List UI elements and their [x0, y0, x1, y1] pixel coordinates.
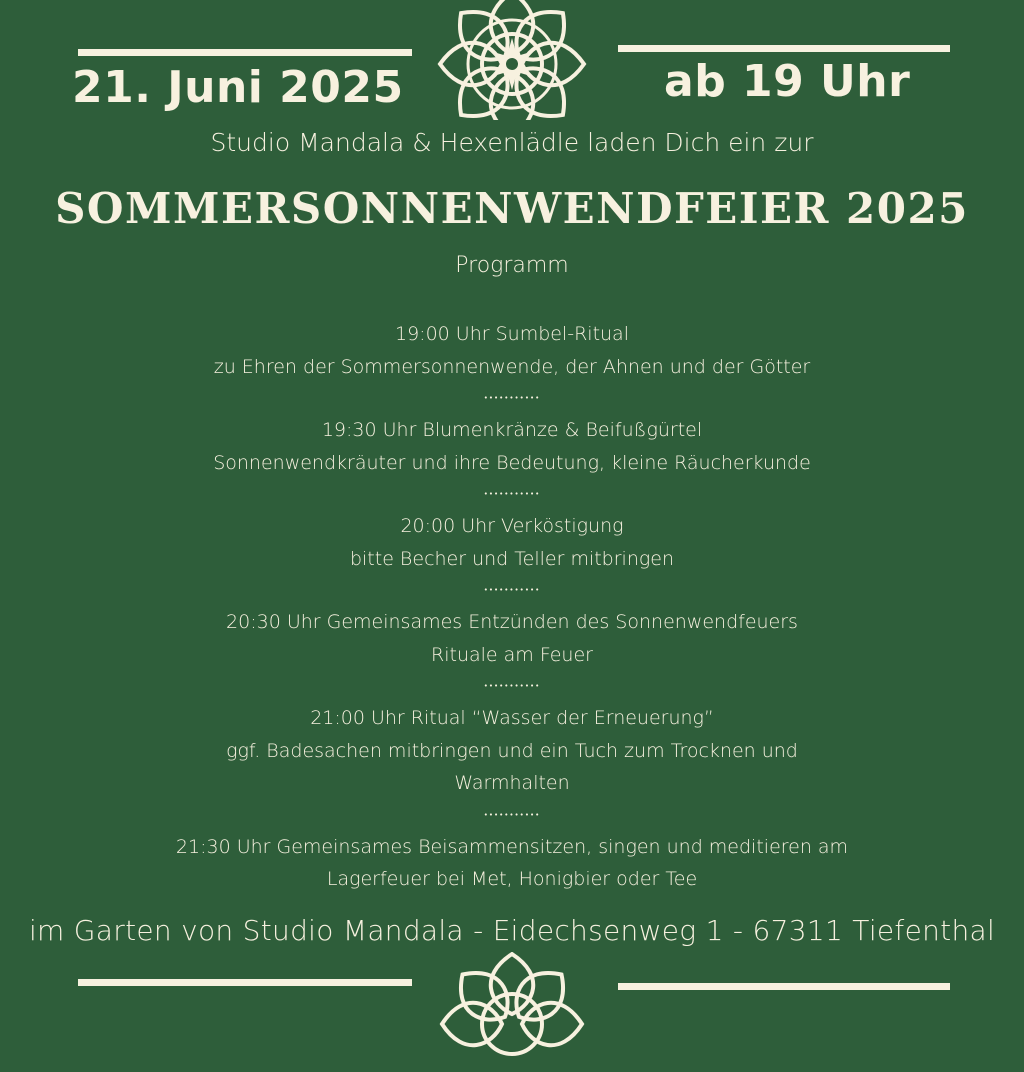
program-item-description: zu Ehren der Sommersonnenwende, der Ahnen und der Götter	[213, 355, 811, 378]
program-item-title: 21:30 Uhr Gemeinsames Beisammensitzen, singen und meditieren am	[175, 835, 849, 858]
mandala-icon	[426, 0, 598, 120]
program-item	[0, 702, 1024, 800]
separator	[0, 479, 1024, 510]
program-item-title: 19:00 Uhr Sumbel-Ritual	[395, 323, 629, 345]
event-start-time: ab 19 Uhr	[664, 56, 911, 107]
separator-dots: •••••••••••	[483, 394, 541, 402]
top-left-rule	[78, 49, 412, 56]
program-item	[0, 318, 1024, 383]
program-item-description: ggf. Badesachen mitbringen und ein Tuch zum Trocknen und	[226, 739, 798, 762]
program-item-title: 19:30 Uhr Blumenkränze & Beifußgürtel	[321, 419, 703, 441]
separator	[0, 671, 1024, 702]
program-item-description-cont: Warmhalten	[454, 772, 570, 794]
invite-line: Studio Mandala & Hexenlädle laden Dich ein zur	[210, 128, 814, 157]
program-item-description: bitte Becher und Teller mitbringen	[349, 547, 675, 570]
program-item-description: Rituale am Feuer	[431, 643, 593, 666]
separator	[0, 800, 1024, 831]
separator-dots: •••••••••••	[483, 682, 541, 690]
event-date: 21. Juni 2025	[72, 62, 404, 113]
program-heading: Programm	[455, 253, 569, 278]
program-item-description: Sonnenwendkräuter und ihre Bedeutung, kleine Räucherkunde	[213, 451, 811, 474]
separator	[0, 383, 1024, 414]
event-location: im Garten von Studio Mandala - Eidechsenweg 1 - 67311 Tiefenthal	[28, 914, 996, 947]
program-item-title: 20:00 Uhr Verköstigung	[400, 515, 624, 537]
program-item	[0, 831, 1024, 896]
program-item	[0, 606, 1024, 671]
program-item	[0, 510, 1024, 575]
bottom-left-rule	[78, 979, 412, 986]
separator	[0, 575, 1024, 606]
program-list	[0, 318, 1024, 896]
program-item-title: 20:30 Uhr Gemeinsames Entzünden des Sonnenwendfeuers	[226, 611, 798, 633]
top-right-rule	[618, 45, 950, 52]
mandala-icon	[432, 952, 592, 1072]
program-item-description: Lagerfeuer bei Met, Honigbier oder Tee	[326, 868, 698, 890]
separator-dots: •••••••••••	[483, 586, 541, 594]
program-item-title: 21:00 Uhr Ritual “Wasser der Erneuerung”	[310, 707, 714, 729]
program-item	[0, 414, 1024, 479]
bottom-right-rule	[618, 983, 950, 990]
separator-dots: •••••••••••	[483, 810, 541, 819]
page-title: SOMMERSONNENWENDFEIER 2025	[55, 184, 969, 233]
separator-dots: •••••••••••	[483, 490, 541, 498]
